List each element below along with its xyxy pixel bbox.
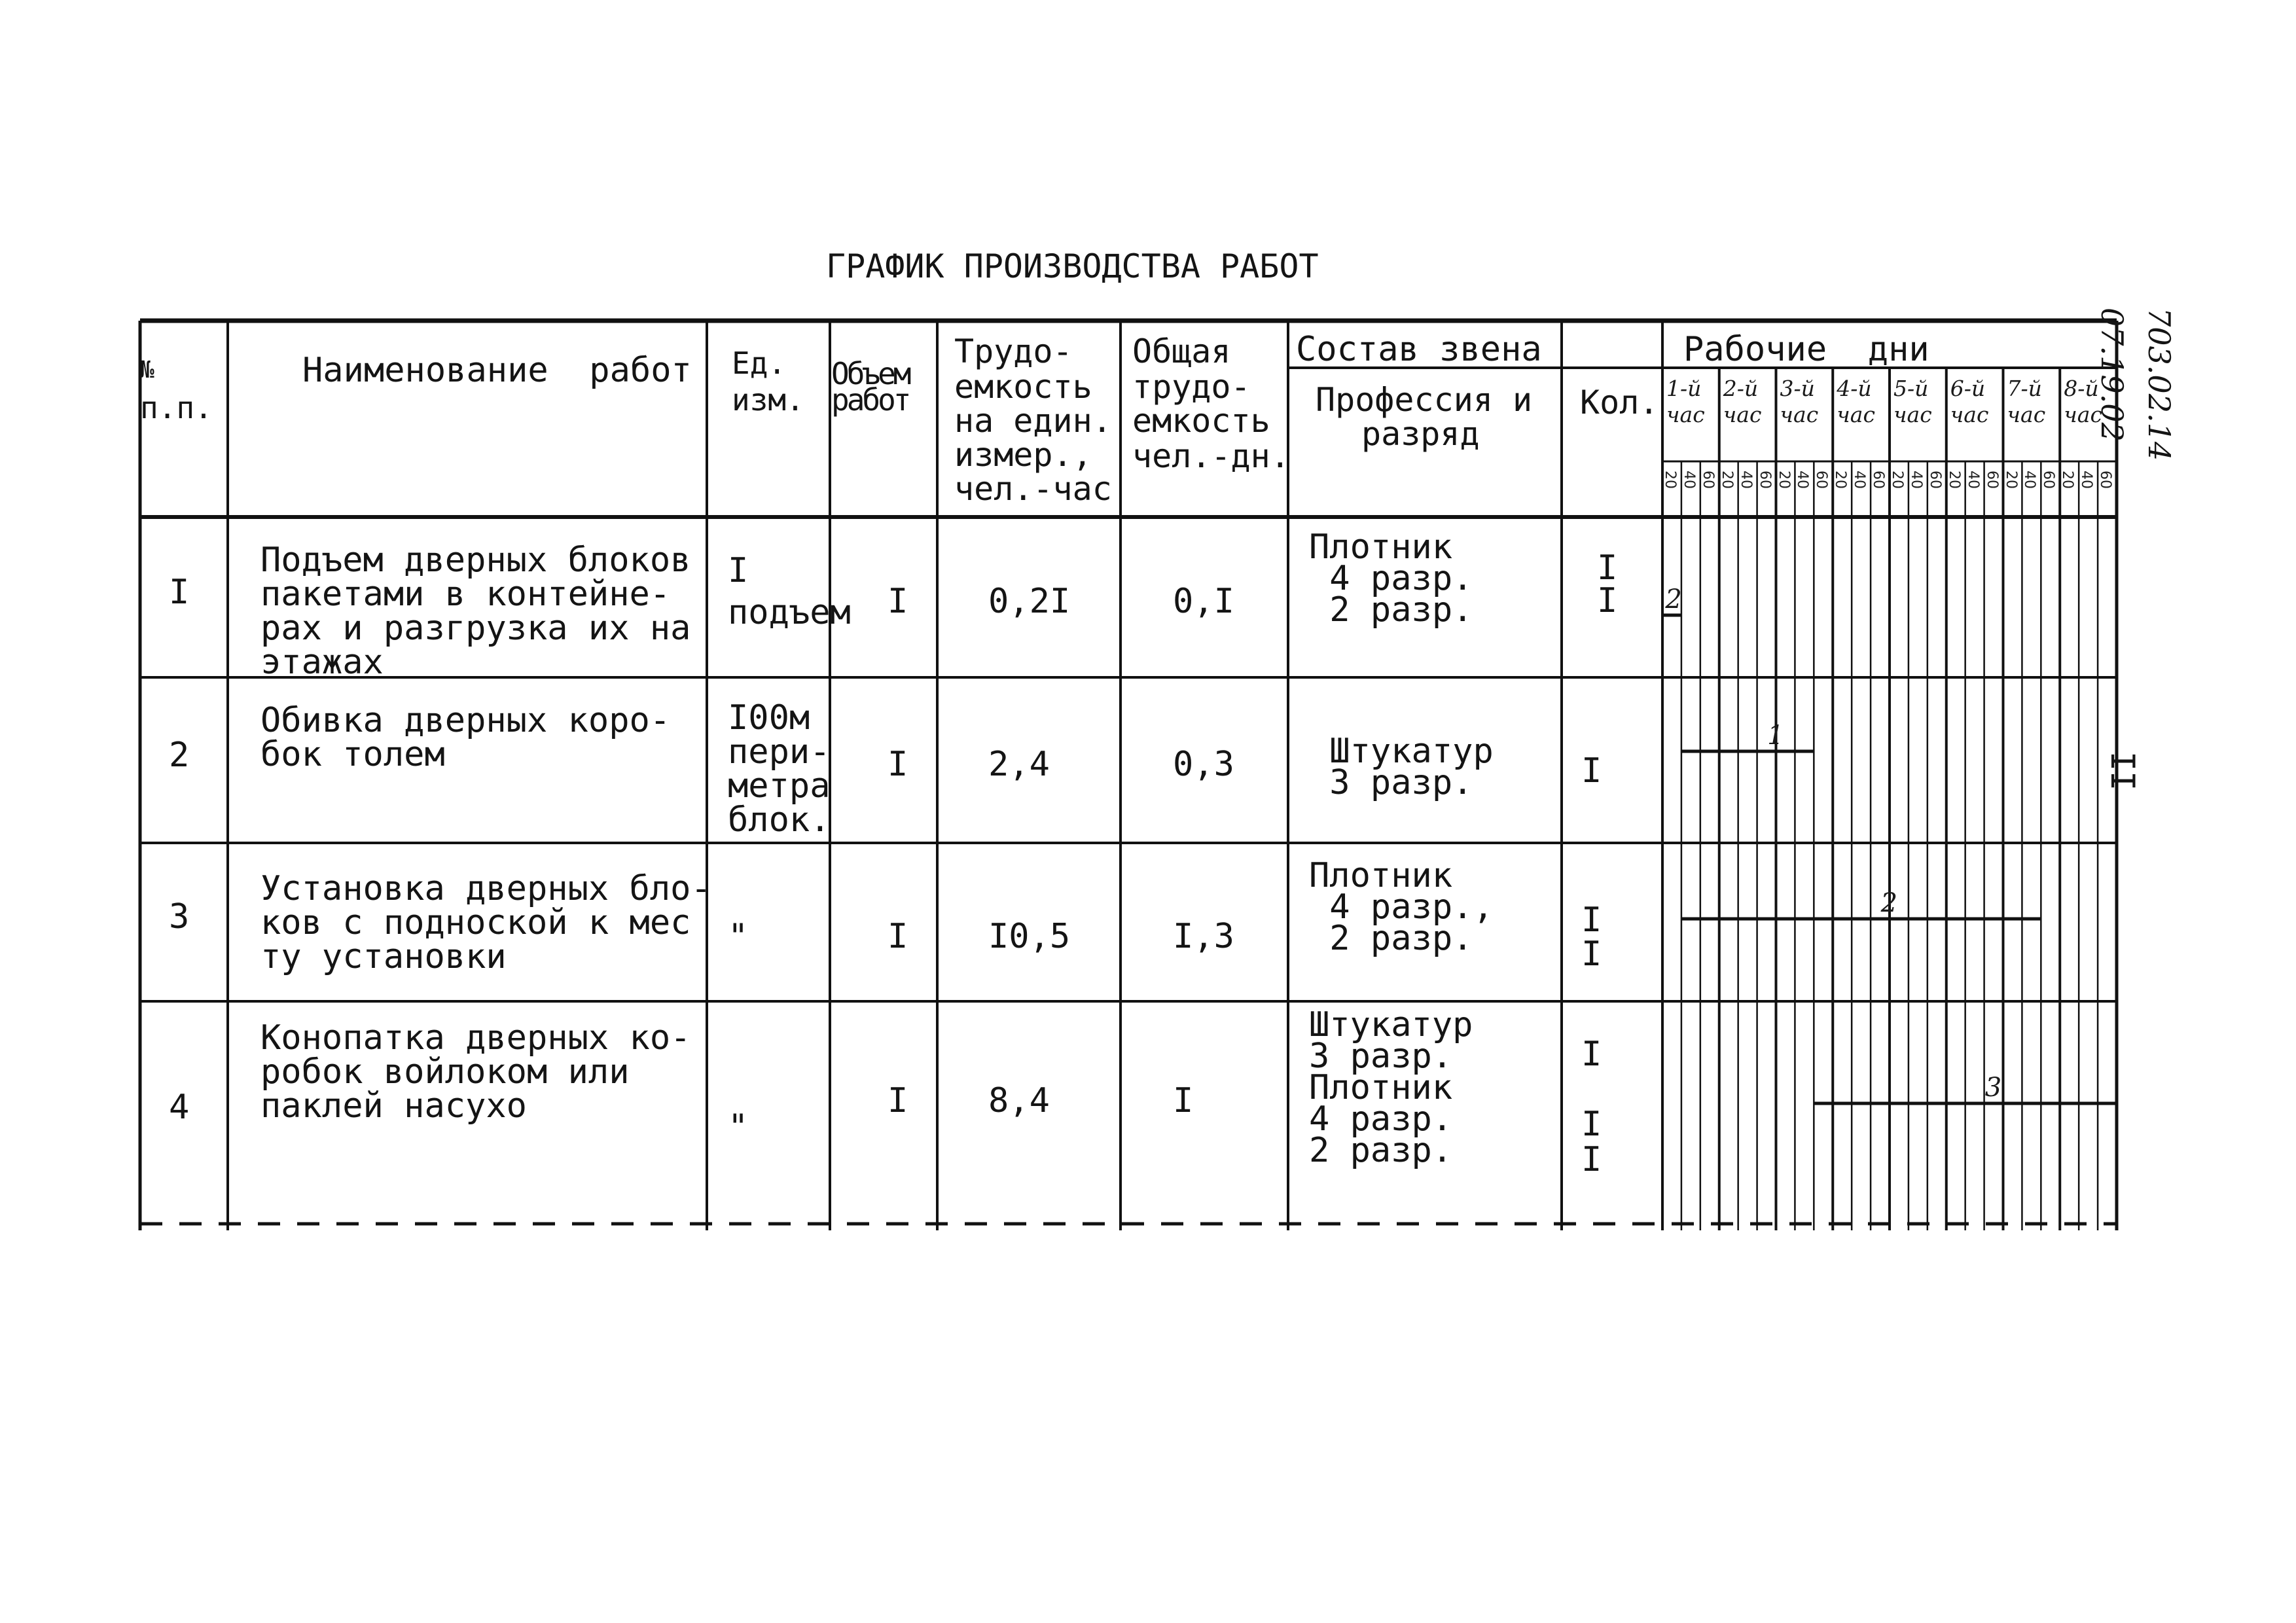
header-profession-b: разряд	[1361, 415, 1480, 453]
header-labor-unit-line: емкость	[954, 368, 1092, 406]
minute-label: 40	[2021, 471, 2038, 489]
volume: I	[888, 581, 908, 621]
row-number: 3	[169, 897, 190, 936]
hour-label: 5-й час	[1893, 376, 1932, 427]
header-labor-unit-line: Трудо-	[954, 332, 1073, 370]
worker-count: I	[1581, 935, 1602, 974]
minute-label: 60	[1983, 471, 2000, 489]
header-labor-total-line: трудо-	[1132, 368, 1251, 406]
minute-label: 40	[1737, 471, 1754, 489]
worker-count: I	[1581, 751, 1602, 791]
unit: I00м пери- метра блок.	[728, 698, 831, 840]
hour-label: 4-й час	[1837, 376, 1875, 427]
header-volume-b: работ	[831, 382, 909, 418]
header-no-label: п.п.	[140, 390, 213, 425]
labor-total: I,3	[1173, 917, 1234, 956]
minute-label: 40	[1964, 471, 1981, 489]
worker-count: I	[1581, 1035, 1602, 1074]
minute-label: 20	[2002, 471, 2019, 489]
minute-label: 20	[1832, 471, 1849, 489]
header-unit-b: изм.	[732, 382, 804, 418]
hour-label: 7-й час	[2007, 376, 2046, 427]
minute-label: 40	[1907, 471, 1924, 489]
minute-label: 40	[1794, 471, 1811, 489]
hour-label: 3-й час	[1780, 376, 1819, 427]
volume: I	[888, 1081, 908, 1120]
header-volume-a: Объем	[831, 356, 909, 391]
volume: I	[888, 744, 908, 784]
unit: "	[728, 917, 749, 956]
profession: Плотник 4 разр. 2 разр.	[1309, 527, 1473, 630]
minute-label: 40	[2078, 471, 2095, 489]
minute-label: 20	[1945, 471, 1962, 489]
gantt-bar-workers: 1	[1767, 721, 1784, 751]
row-number: 2	[169, 735, 190, 775]
minute-label: 40	[1680, 471, 1697, 489]
gantt-bar-workers: 2	[1665, 584, 1682, 615]
header-unit-a: Ед.	[732, 346, 787, 381]
minute-label: 20	[1662, 471, 1678, 489]
header-no-sign: №	[140, 357, 154, 383]
header-name: Наименование работ	[302, 351, 692, 390]
minute-label: 20	[1775, 471, 1792, 489]
hour-label: 1-й час	[1666, 376, 1705, 427]
work-name: Конопатка дверных ко- робок войлоком или паклей насухо	[260, 1018, 691, 1126]
header-labor-total-line: чел.-дн.	[1132, 437, 1290, 475]
header-labor-total-line: Общая	[1132, 332, 1231, 370]
header-crew-group: Состав звена	[1296, 330, 1542, 369]
hour-label: 2-й час	[1723, 376, 1762, 427]
minute-label: 20	[2059, 471, 2076, 489]
document-code-bottom: 703.02.14	[2142, 308, 2177, 461]
hour-label: 8-й час	[2064, 376, 2102, 427]
minute-label: 20	[1718, 471, 1735, 489]
minute-label: 40	[1851, 471, 1868, 489]
profession: Штукатур 3 разр. Плотник 4 разр. 2 разр.	[1309, 1005, 1473, 1170]
labor-total: I	[1173, 1081, 1194, 1120]
profession: Плотник 4 разр., 2 разр.	[1309, 856, 1494, 958]
worker-count: I	[1597, 548, 1618, 588]
header-labor-unit-line: на един.	[954, 402, 1112, 440]
work-name: Установка дверных бло- ков с подноской к мес ту установки	[260, 869, 711, 976]
labor-total: 0,3	[1173, 744, 1234, 784]
minute-label: 60	[2097, 471, 2114, 489]
minute-label: 60	[1699, 471, 1716, 489]
hour-label: 6-й час	[1950, 376, 1989, 427]
document-code-top: 07.19.02	[2094, 308, 2130, 442]
gantt-bar-workers: 2	[1880, 888, 1898, 918]
work-name: Подъем дверных блоков пакетами в контейне- рах и разгрузка их на этажах	[260, 541, 691, 682]
page-number: II	[2104, 751, 2142, 791]
worker-count: I	[1581, 1105, 1602, 1144]
labor-unit: 0,2I	[988, 581, 1071, 621]
gantt-bar-workers: 3	[1984, 1073, 2002, 1103]
labor-unit: I0,5	[988, 917, 1071, 956]
minute-label: 60	[1870, 471, 1887, 489]
labor-total: 0,I	[1173, 581, 1234, 621]
profession: Штукатур 3 разр.	[1329, 732, 1494, 802]
document-title: ГРАФИК ПРОИЗВОДСТВА РАБОТ	[826, 247, 1319, 285]
minute-label: 20	[1889, 471, 1905, 489]
header-labor-unit-line: измер.,	[954, 436, 1092, 474]
row-number: 4	[169, 1088, 190, 1127]
worker-count: I	[1581, 901, 1602, 940]
unit: "	[728, 1107, 749, 1147]
header-count: Кол.	[1580, 383, 1659, 421]
unit: I подъем	[728, 551, 851, 632]
worker-count: I	[1581, 1140, 1602, 1179]
header-profession-a: Профессия и	[1316, 381, 1533, 419]
minute-label: 60	[1813, 471, 1830, 489]
minute-label: 60	[1756, 471, 1773, 489]
header-labor-unit-line: чел.-час	[954, 470, 1112, 508]
minute-label: 60	[1926, 471, 1943, 489]
labor-unit: 8,4	[988, 1081, 1050, 1120]
worker-count: I	[1597, 581, 1618, 620]
labor-unit: 2,4	[988, 744, 1050, 784]
work-name: Обивка дверных коро- бок толем	[260, 701, 671, 774]
volume: I	[888, 917, 908, 956]
header-labor-total-line: емкость	[1132, 402, 1270, 440]
minute-label: 60	[2040, 471, 2057, 489]
row-number: I	[169, 572, 190, 612]
header-days-group: Рабочие дни	[1683, 330, 1929, 369]
